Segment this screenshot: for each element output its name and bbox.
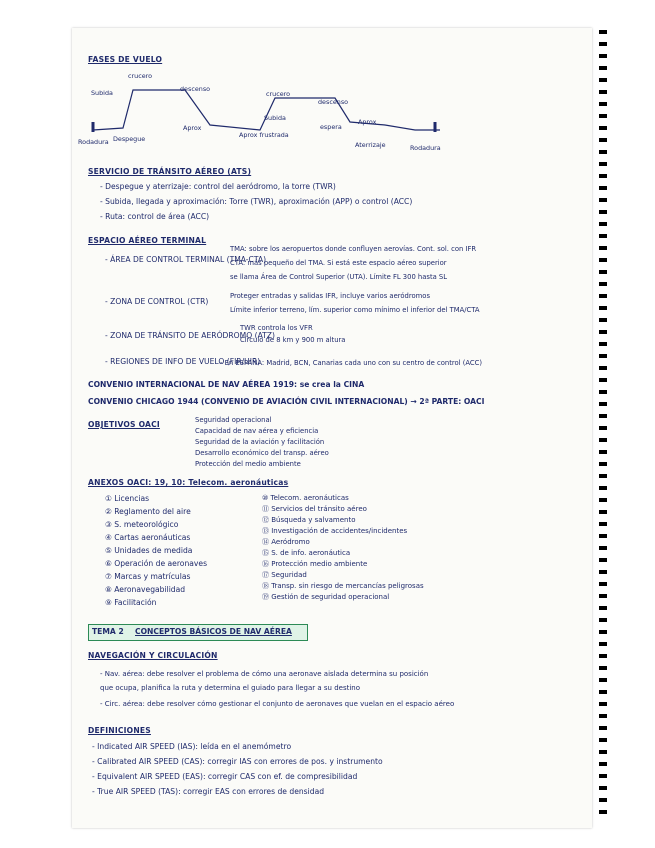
definicion-eas: - Equivalent AIR SPEED (EAS): corregir CAS con ef. de compresibilidad [92,772,358,781]
diagram-crucero-2: crucero [266,90,291,98]
navegacion-line-1: - Nav. aérea: debe resolver el problema de cómo una aeronave aislada determina su posición [100,670,429,678]
definicion-cas: - Calibrated AIR SPEED (CAS): corregir IAS con errores de pos. y instrumento [92,757,383,766]
anexo-right-15: ⑮ S. de info. aeronáutica [262,549,351,557]
espacio-item-4-line-1: - En ESPAÑA: Madrid, BCN, Canarias cada uno con su centro de control (ACC) [220,359,483,367]
objetivo-1: Seguridad operacional [195,416,272,424]
espacio-item-1-label: - ÁREA DE CONTROL TERMINAL (TMA-CTA) [105,255,267,264]
diagram-espera: espera [320,123,342,131]
espacio-item-2-label: - ZONA DE CONTROL (CTR) [105,297,209,306]
espacio-item-3-line-2: Círculo de 8 km y 900 m altura [240,336,346,344]
espacio-item-3-label: - ZONA DE TRÁNSITO DE AERÓDROMO (ATZ) [105,331,275,340]
definicion-tas: - True AIR SPEED (TAS): corregir EAS con errores de densidad [92,787,325,796]
diagram-despegue: Despegue [113,135,146,143]
navegacion-title: NAVEGACIÓN Y CIRCULACIÓN [88,651,218,660]
anexo-right-13: ⑬ Investigación de accidentes/incidentes [262,527,408,535]
espacio-item-1-line-1: TMA: sobre los aeropuertos donde confluyen aerovías. Cont. sol. con IFR [230,245,477,253]
ats-line-1: - Despegue y aterrizaje: control del aeródromo, la torre (TWR) [100,182,336,191]
anexo-left-4: ④ Cartas aeronáuticas [105,533,191,542]
anexo-left-8: ⑧ Aeronavegabilidad [105,585,186,594]
fases-title: FASES DE VUELO [88,55,163,64]
espacio-item-1-line-3: se llama Área de Control Superior (UTA). Límite FL 300 hasta SL [230,273,448,281]
definicion-ias: - Indicated AIR SPEED (IAS): leída en el anemómetro [92,742,292,751]
anexo-right-14: ⑭ Aeródromo [262,538,310,546]
ats-title: SERVICIO DE TRÁNSITO AÉREO (ATS) [88,167,252,176]
diagram-aprox: Aprox [183,124,202,132]
diagram-rodadura: Rodadura [78,138,109,146]
objetivo-5: Protección del medio ambiente [195,460,301,468]
anexo-left-2: ② Reglamento del aire [105,507,191,516]
diagram-subida-2: Subida [264,114,286,122]
diagram-descenso: descenso [180,85,211,93]
espacio-title: ESPACIO AÉREO TERMINAL [88,236,207,245]
objetivo-3: Seguridad de la aviación y facilitación [195,438,325,446]
espacio-item-2-line-1: Proteger entradas y salidas IFR, incluye varios aeródromos [230,292,430,300]
objetivo-2: Capacidad de nav aérea y eficiencia [195,427,319,435]
anexo-left-7: ⑦ Marcas y matrículas [105,572,191,581]
tema-title: CONCEPTOS BÁSICOS DE NAV AÉREA [135,627,292,636]
anexos-title: ANEXOS OACI: 19, 10: Telecom. aeronáuticas [88,478,289,487]
anexo-right-17: ⑰ Seguridad [262,571,307,579]
anexo-right-16: ⑯ Protección medio ambiente [262,560,368,568]
spiral-binding [599,30,607,820]
navegacion-line-3: - Circ. aérea: debe resolver cómo gestionar el conjunto de aeronaves que vuelan en el espacio aéreo [100,700,455,708]
anexo-left-9: ⑨ Facilitación [105,598,157,607]
definiciones-title: DEFINICIONES [88,726,151,735]
anexo-right-11: ⑪ Servicios del tránsito aéreo [262,505,367,513]
diagram-aprox-frustrada: Aprox frustrada [239,131,289,139]
anexo-left-5: ⑤ Unidades de medida [105,546,193,555]
anexo-right-10: ⑩ Telecom. aeronáuticas [262,494,349,502]
convenio-1919: CONVENIO INTERNACIONAL DE NAV AÉREA 1919: se crea la CINA [88,380,365,389]
ats-line-2: - Subida, llegada y aproximación: Torre (TWR), aproximación (APP) o control (ACC) [100,197,413,206]
anexo-right-18: ⑱ Transp. sin riesgo de mercancías peligrosas [262,582,424,590]
anexo-left-3: ③ S. meteorológico [105,520,179,529]
diagram-descenso-2: descenso [318,98,349,106]
objetivo-4: Desarrollo económico del transp. aéreo [195,449,329,457]
diagram-aterrizaje: Aterrizaje [355,141,386,149]
anexo-left-6: ⑥ Operación de aeronaves [105,559,208,568]
tema-tag: TEMA 2 [92,627,124,636]
espacio-item-3-line-1: TWR controla los VFR [240,324,313,332]
objetivos-title: OBJETIVOS OACI [88,420,160,429]
navegacion-line-2: que ocupa, planifica la ruta y determina el guiado para llegar a su destino [100,684,360,692]
espacio-item-1-line-2: CTA: más pequeño del TMA. Si está este espacio aéreo superior [230,259,447,267]
anexo-right-19: ⑲ Gestión de seguridad operacional [262,593,390,601]
diagram-crucero: crucero [128,72,153,80]
ats-line-3: - Ruta: control de área (ACC) [100,212,210,221]
anexo-right-12: ⑫ Búsqueda y salvamento [262,516,356,524]
diagram-subida: Subida [91,89,113,97]
espacio-item-4-label: - REGIONES DE INFO DE VUELO (FIR/UIR) [105,357,261,366]
convenio-chicago: CONVENIO CHICAGO 1944 (CONVENIO DE AVIACIÓN CIVIL INTERNACIONAL) → 2ª PARTE: OACI [88,397,485,406]
diagram-aprox-2: Aprox [358,118,377,126]
diagram-rodadura-2: Rodadura [410,144,441,152]
anexo-left-1: ① Licencias [105,494,150,503]
espacio-item-2-line-2: Límite inferior terreno, lím. superior como mínimo el inferior del TMA/CTA [230,306,480,314]
